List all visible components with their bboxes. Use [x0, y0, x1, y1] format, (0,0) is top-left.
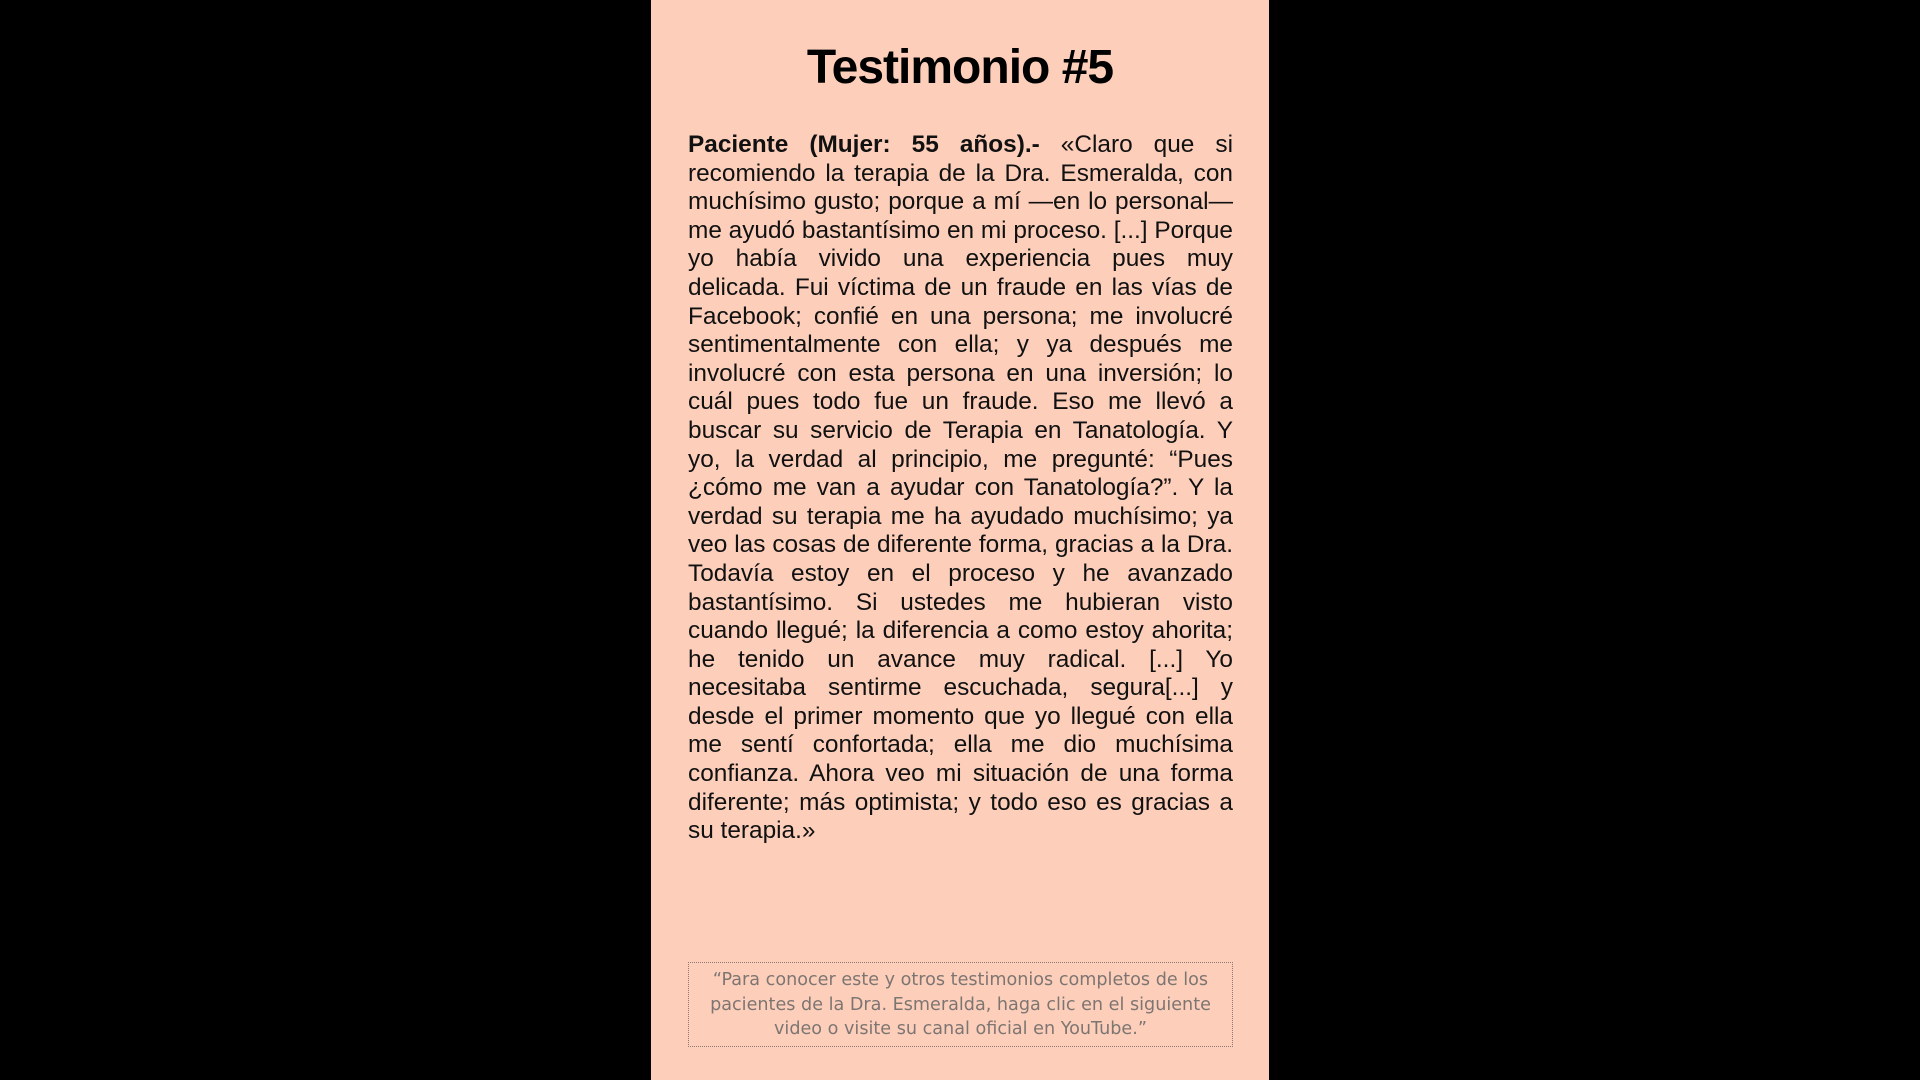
testimonial-card: [651, 0, 1269, 1080]
speaker-label: Paciente (Mujer: 55 años).-: [688, 131, 1040, 158]
testimonial-body: [688, 131, 1233, 846]
testimonial-quote: «Claro que si recomiendo la terapia de la Dra. Esmeralda, con muchísimo gusto; porque a mí —en lo personal— me ayudó bastantísimo en mi proceso. [...] Porque yo había vivido una experiencia pues muy delicada. Fui víctima de un fraude en las vías de Facebook; confié en una persona; me involucré sentimentalmente con ella; y ya después me involucré con esta persona en una inversión; lo cuál pues todo fue un fraude. Eso me llevó a buscar su servicio de Terapia en Tanatología. Y yo, la verdad al principio, me pregunté: “Pues ¿cómo me van a ayudar con Tanatología?”. Y la verdad su terapia me ha ayudado muchísimo; ya veo las cosas de diferente forma, gracias a la Dra. Todavía estoy en el proceso y he avanzado bastantísimo. Si ustedes me hubieran visto cuando llegué; la diferencia a como estoy ahorita; he tenido un avance muy radical. [...] Yo necesitaba sentirme escuchada, segura[...] y desde el primer momento que yo llegué con ella me sentí confortada; ella me dio muchísima confianza. Ahora veo mi situación de una forma diferente; más optimista; y todo eso es gracias a su terapia.»: [688, 131, 1234, 845]
testimonial-note: “Para conocer este y otros testimonios completos de los pacientes de la Dra. Esmeralda, haga clic en el siguiente video o visite su canal oficial en YouTube.”: [688, 962, 1233, 1047]
testimonial-title: Testimonio #5: [806, 41, 1114, 94]
